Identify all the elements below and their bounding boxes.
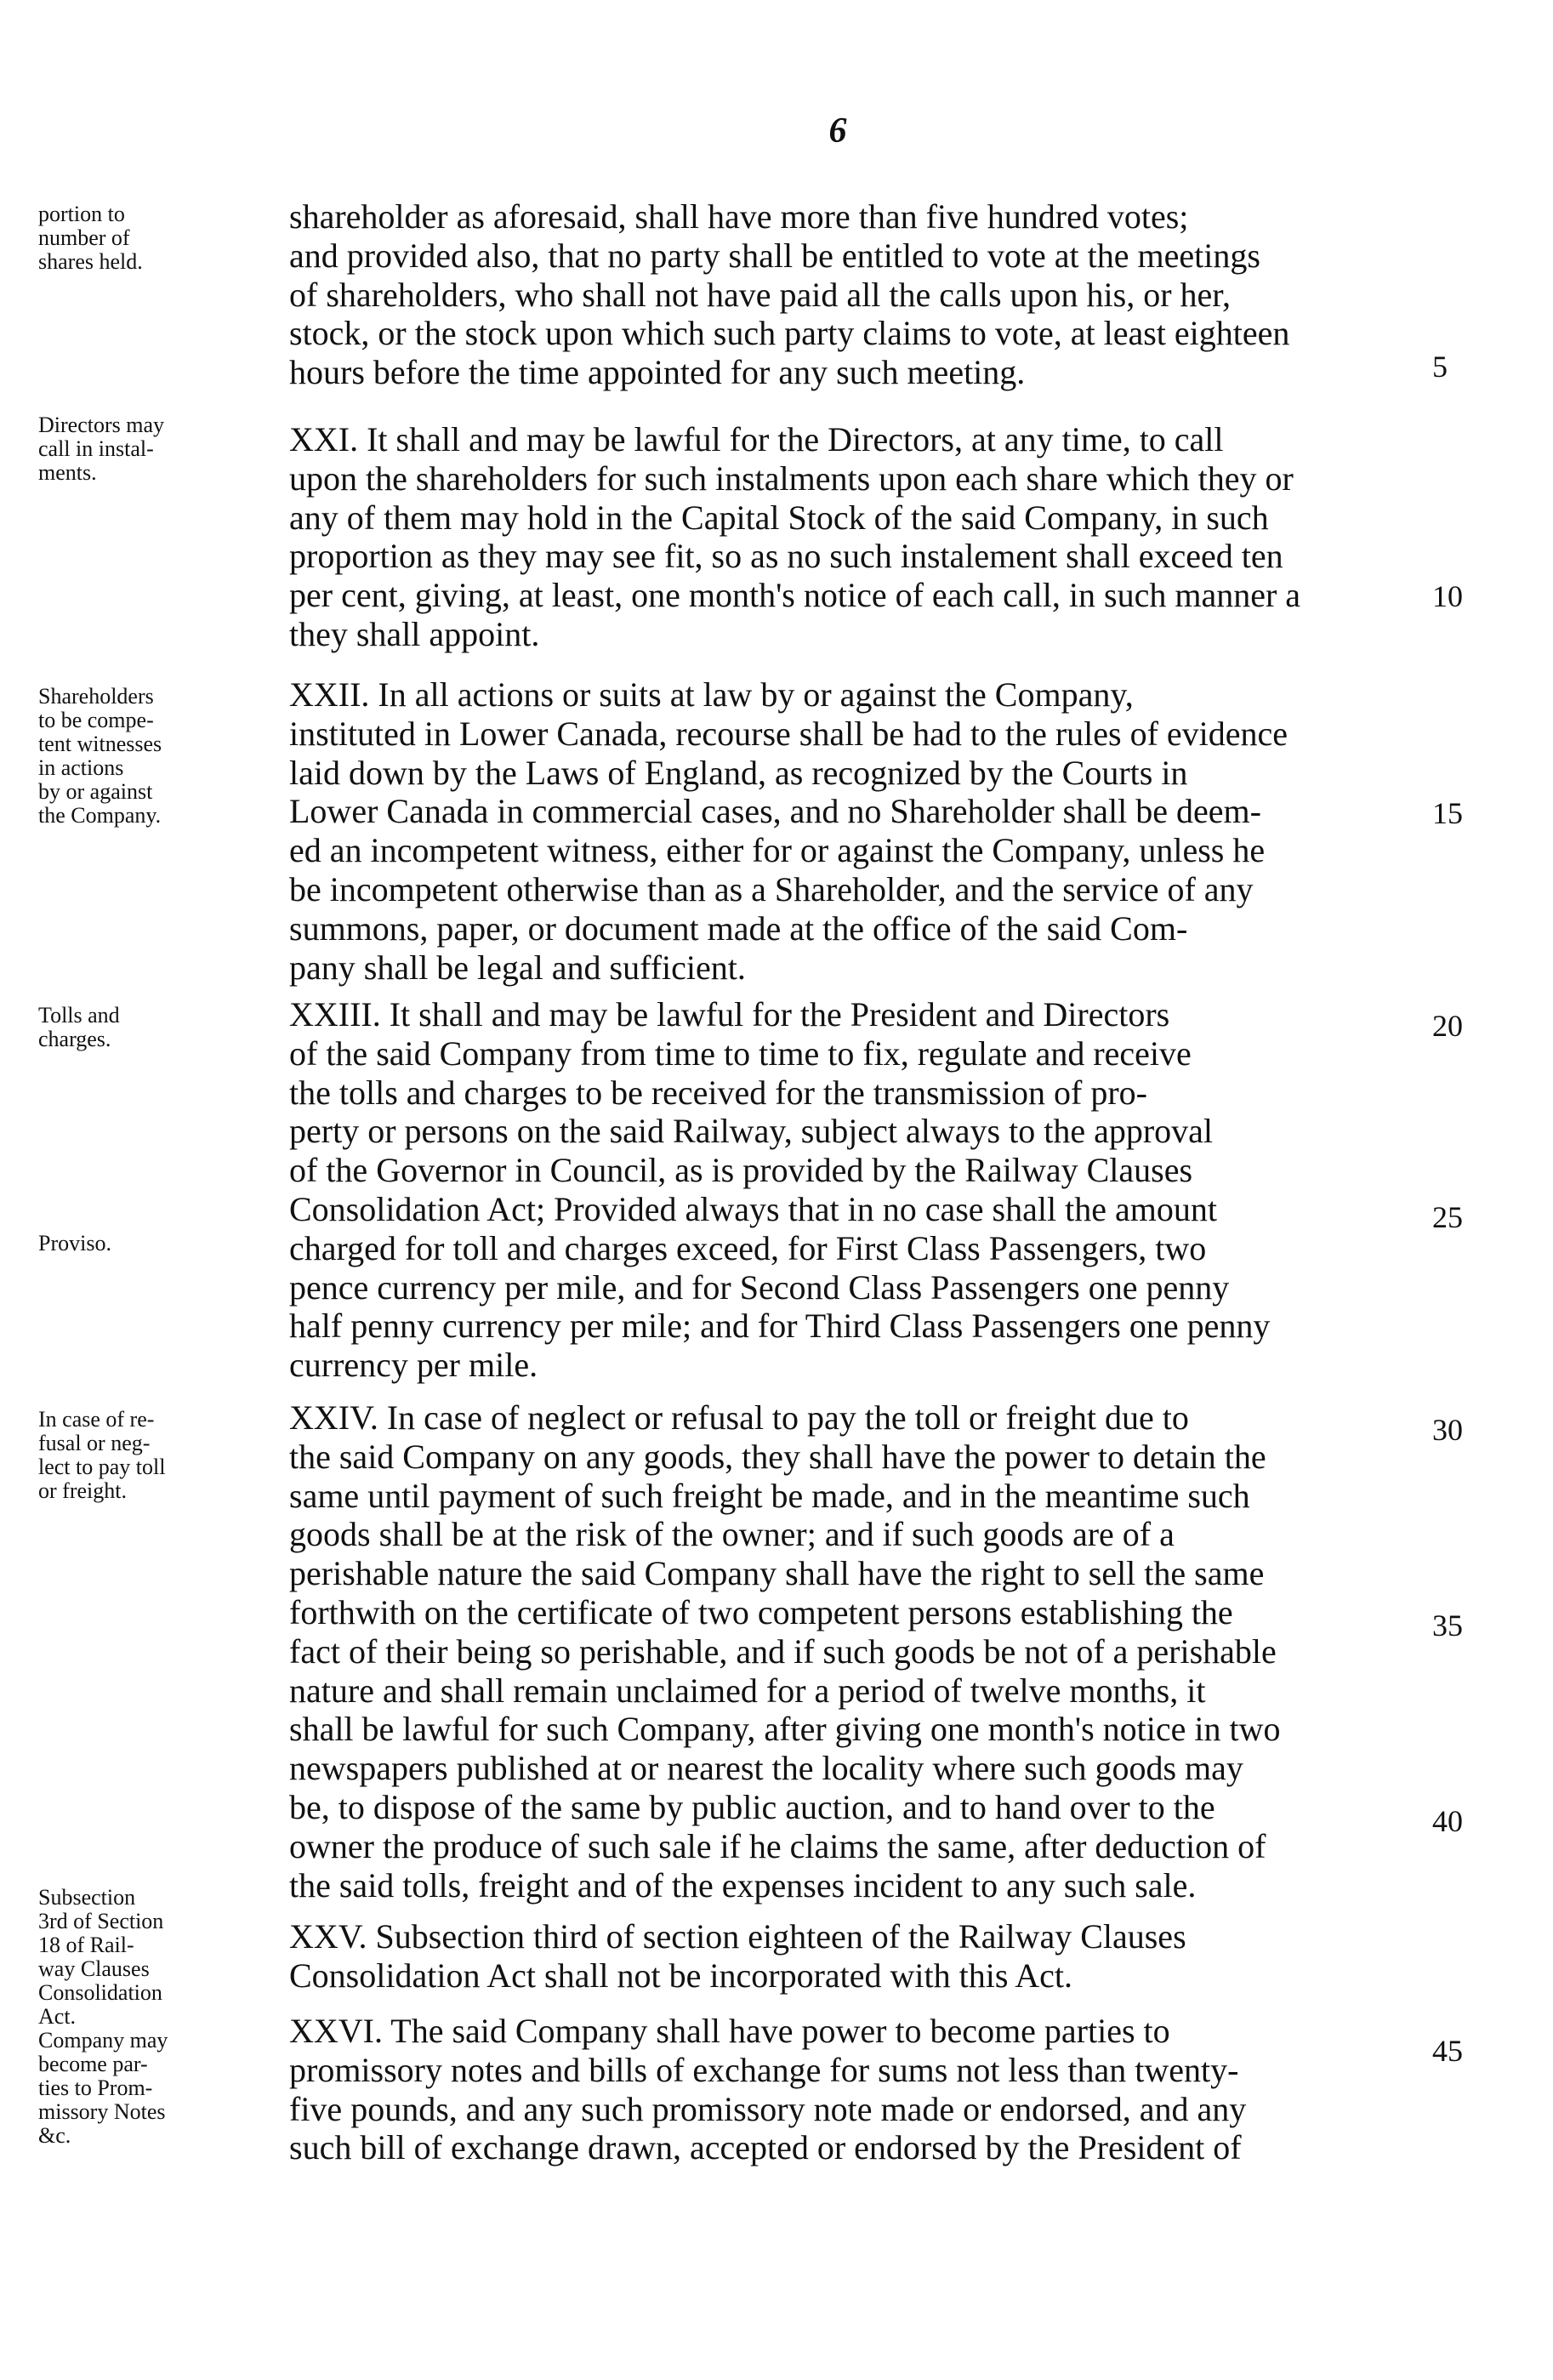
margin-note-line: to be compe- [38, 708, 154, 732]
text-line: goods shall be at the risk of the owner; and if such goods are of a [289, 1515, 1175, 1554]
margin-note-line: tent witnesses [38, 732, 162, 756]
margin-note-line: Shareholders [38, 684, 154, 709]
line-number: 10 [1432, 579, 1463, 613]
section-xxv [289, 1917, 1419, 1996]
line-number: 15 [1432, 796, 1463, 830]
text-line: perishable nature the said Company shall have the right to sell the same [289, 1554, 1265, 1593]
margin-note-line: ments. [38, 460, 97, 485]
line-number: 20 [1432, 1009, 1463, 1043]
text-line: and provided also, that no party shall be entitled to vote at the meetings [289, 236, 1260, 275]
text-line: laid down by the Laws of England, as recognized by the Courts in [289, 753, 1188, 792]
text-line: of shareholders, who shall not have paid all the calls upon his, or her, [289, 275, 1232, 314]
margin-note-line: ties to Prom- [38, 2075, 153, 2100]
text-line: XXV. Subsection third of section eighteen of the Railway Clauses [289, 1917, 1186, 1956]
margin-note-line: in actions [38, 755, 124, 780]
text-line: ed an incompetent witness, either for or against the Company, unless he [289, 831, 1266, 870]
text-line: perty or persons on the said Railway, subject always to the approval [289, 1112, 1214, 1151]
text-line: of the said Company from time to time to fix, regulate and receive [289, 1033, 1192, 1073]
text-line: the said tolls, freight and of the expenses incident to any such sale. [289, 1865, 1197, 1905]
margin-note-line: Proviso. [38, 1231, 111, 1255]
margin-note-line: Directors may [38, 413, 165, 437]
margin-note-line: Tolls and [38, 1003, 120, 1028]
margin-note-line: In case of re- [38, 1407, 155, 1432]
margin-note-line: Act. [38, 2004, 77, 2029]
margin-note [38, 1886, 285, 2029]
text-line: Lower Canada in commercial cases, and no Shareholder shall be deem- [289, 792, 1261, 831]
text-line: XXIII. It shall and may be lawful for the President and Directors [289, 995, 1170, 1033]
text-line: shareholder as aforesaid, shall have more than five hundred votes; [289, 197, 1189, 236]
text-line: they shall appoint. [289, 614, 540, 653]
margin-note-line: 18 of Rail- [38, 1933, 134, 1957]
text-line: proportion as they may see fit, so as no such instalement shall exceed ten [289, 537, 1283, 576]
text-line: be, to dispose of the same by public auction, and to hand over to the [289, 1787, 1215, 1826]
text-line: instituted in Lower Canada, recourse shall be had to the rules of evidence [289, 714, 1288, 753]
text-line: XXI. It shall and may be lawful for the Directors, at any time, to call [289, 420, 1224, 458]
text-line: hours before the time appointed for any such meeting. [289, 353, 1026, 392]
margin-note-line: number of [38, 225, 130, 250]
margin-note-line: shares held. [38, 249, 143, 274]
text-line: any of them may hold in the Capital Stock of the said Company, in such [289, 498, 1269, 537]
text-line: shall be lawful for such Company, after giving one month's notice in two [289, 1710, 1281, 1749]
margin-note-line: portion to [38, 202, 125, 226]
margin-note-line: call in instal- [38, 436, 154, 461]
margin-note-line: the Company. [38, 803, 162, 828]
section-xxi [289, 420, 1419, 654]
section-xxiii [289, 995, 1419, 1385]
text-line: XXIV. In case of neglect or refusal to pay the toll or freight due to [289, 1398, 1189, 1437]
margin-note [38, 1232, 285, 1255]
text-line: the tolls and charges to be received for the transmission of pro- [289, 1073, 1147, 1112]
margin-note [38, 413, 285, 485]
line-number: 40 [1432, 1804, 1463, 1838]
text-line: forthwith on the certificate of two competent persons establishing the [289, 1592, 1233, 1631]
text-line: nature and shall remain unclaimed for a period of twelve months, it [289, 1671, 1206, 1710]
text-line: upon the shareholders for such instalments upon each share which they or [289, 458, 1294, 498]
text-line: Consolidation Act; Provided always that in no case shall the amount [289, 1189, 1217, 1228]
margin-note [38, 2029, 285, 2148]
text-line: newspapers published at or nearest the locality where such goods may [289, 1749, 1243, 1788]
line-number: 5 [1432, 350, 1448, 384]
margin-note-line: 3rd of Section [38, 1909, 164, 1933]
text-line: pence currency per mile, and for Second Class Passengers one penny [289, 1267, 1230, 1307]
margin-note-line: charges. [38, 1027, 111, 1051]
text-line: owner the produce of such sale if he claims the same, after deduction of [289, 1826, 1266, 1865]
text-line: such bill of exchange drawn, accepted or endorsed by the President of [289, 2128, 1242, 2167]
page-number: 6 [828, 111, 847, 151]
text-line: half penny currency per mile; and for Third Class Passengers one penny [289, 1307, 1271, 1346]
line-number: 30 [1432, 1413, 1463, 1447]
margin-note-line: or freight. [38, 1478, 127, 1503]
text-line: five pounds, and any such promissory note made or endorsed, and any [289, 2089, 1247, 2128]
text-line: stock, or the stock upon which such party claims to vote, at least eighteen [289, 314, 1290, 353]
margin-note-line: way Clauses [38, 1956, 150, 1981]
margin-note-line: become par- [38, 2052, 148, 2076]
text-line: summons, paper, or document made at the office of the said Com- [289, 908, 1188, 948]
text-line: the said Company on any goods, they shall have the power to detain the [289, 1437, 1266, 1476]
margin-note-line: Company may [38, 2028, 168, 2053]
line-number: 25 [1432, 1200, 1463, 1234]
text-line: promissory notes and bills of exchange for sums not less than twenty- [289, 2050, 1239, 2089]
text-line: of the Governor in Council, as is provided by the Railway Clauses [289, 1151, 1193, 1190]
section-xxvi [289, 2012, 1419, 2167]
line-number: 45 [1432, 2034, 1463, 2068]
margin-note [38, 1408, 285, 1503]
margin-note [38, 1004, 285, 1051]
text-line: XXII. In all actions or suits at law by or against the Company, [289, 675, 1134, 714]
text-line: charged for toll and charges exceed, for First Class Passengers, two [289, 1228, 1207, 1267]
text-line: same until payment of such freight be made, and in the meantime such [289, 1476, 1250, 1515]
margin-note-line: Subsection [38, 1885, 136, 1910]
section-xxiv [289, 1398, 1419, 1905]
text-line: currency per mile. [289, 1346, 538, 1385]
line-number: 35 [1432, 1608, 1463, 1643]
margin-note [38, 685, 285, 828]
margin-note-line: fusal or neg- [38, 1431, 151, 1455]
text-line: per cent, giving, at least, one month's notice of each call, in such manner a [289, 576, 1301, 615]
section-xxii [289, 675, 1419, 987]
text-line: XXVI. The said Company shall have power to become parties to [289, 2012, 1170, 2050]
paragraph-continuation [289, 197, 1419, 392]
text-line: fact of their being so perishable, and if such goods be not of a perishable [289, 1631, 1277, 1671]
text-line: pany shall be legal and sufficient. [289, 948, 746, 987]
margin-note-line: lect to pay toll [38, 1455, 166, 1479]
margin-note [38, 202, 285, 274]
margin-note-line: &c. [38, 2123, 71, 2148]
text-line: be incompetent otherwise than as a Shareholder, and the service of any [289, 869, 1254, 908]
margin-note-line: missory Notes [38, 2099, 166, 2124]
text-line: Consolidation Act shall not be incorporated with this Act. [289, 1956, 1072, 1995]
margin-note-line: by or against [38, 779, 153, 804]
margin-note-line: Consolidation [38, 1980, 162, 2005]
